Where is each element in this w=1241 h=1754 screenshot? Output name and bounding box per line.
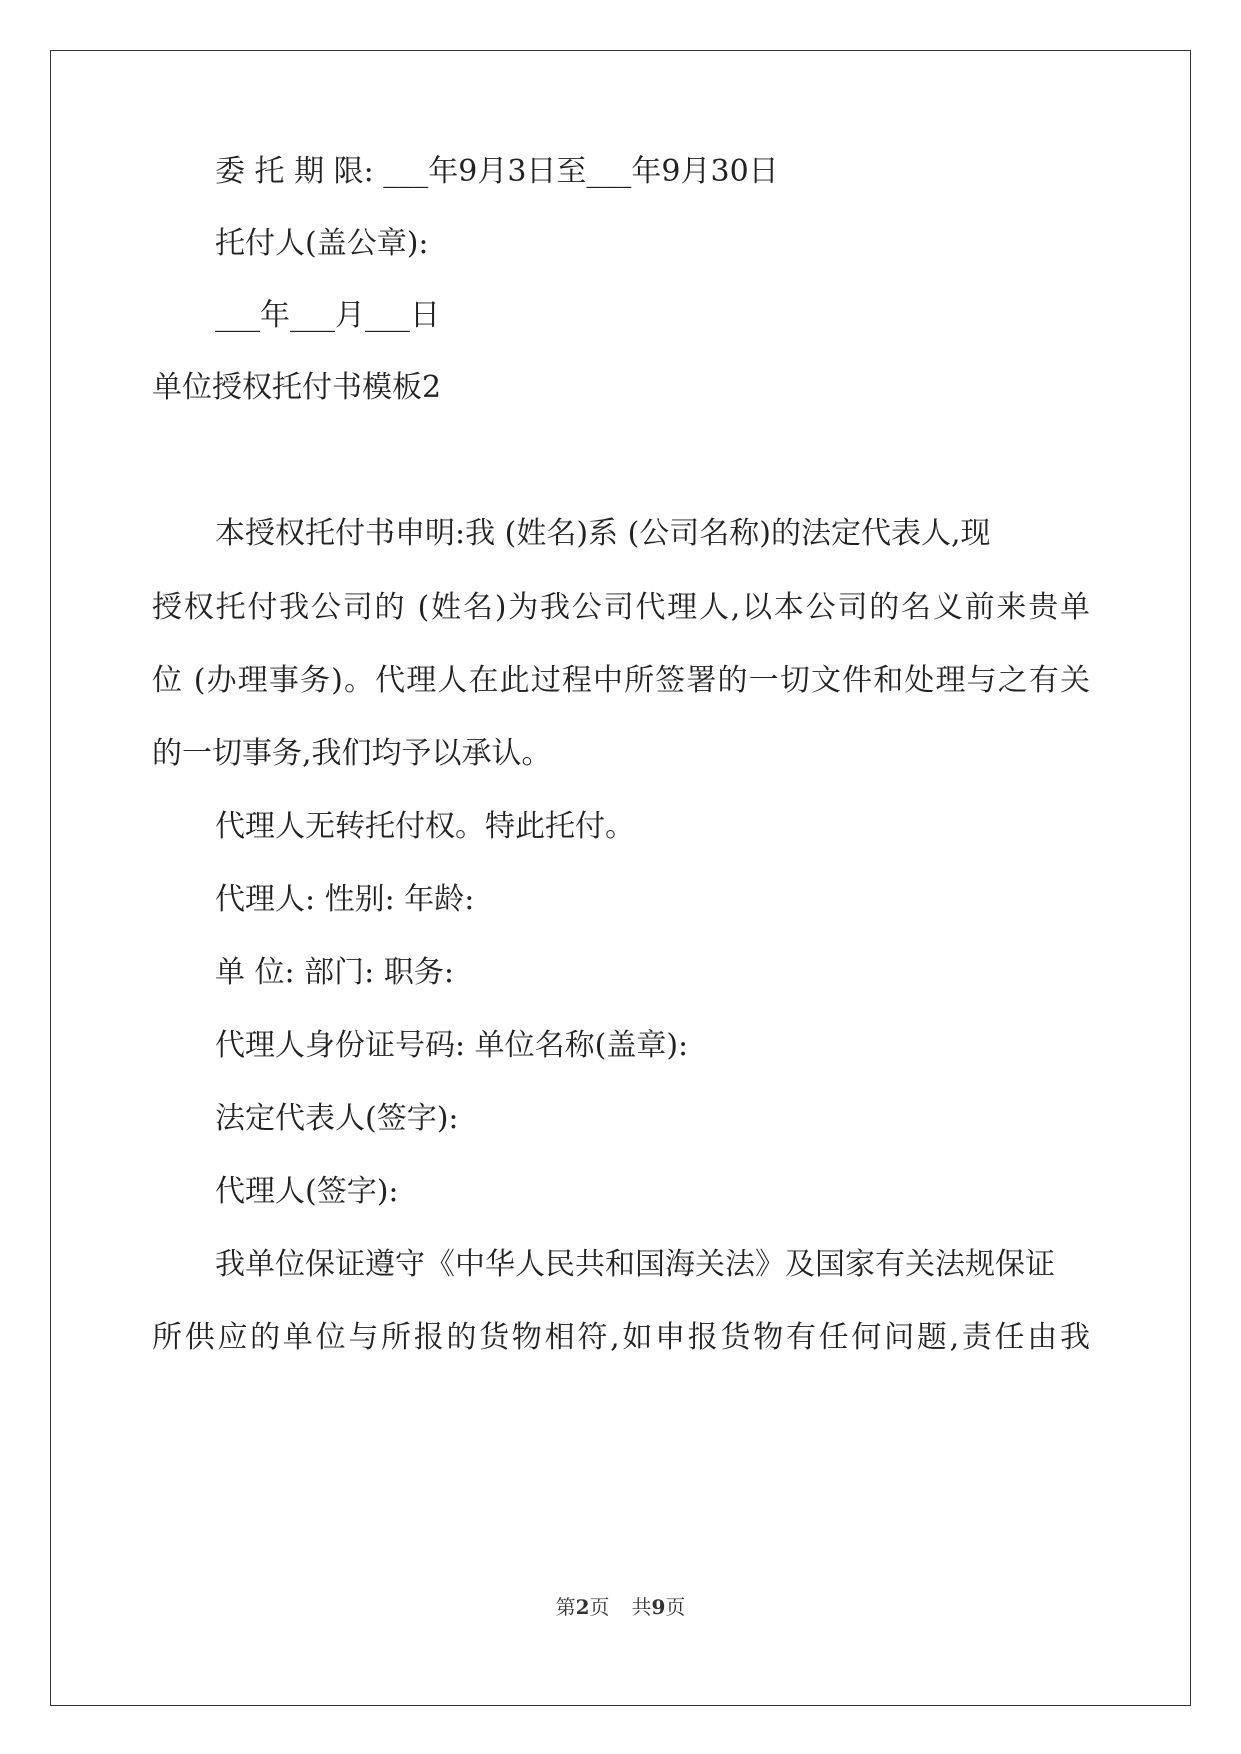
paragraph-line: 本授权托付书申明:我 (姓名)系 (公司名称)的法定代表人,现 (215, 516, 991, 551)
paragraph-line: 的一切事务,我们均予以承认。 (152, 736, 552, 771)
page-suffix: 页 (589, 1595, 610, 1619)
paragraph-line: 所供应的单位与所报的货物相符,如申报货物有任何问题,责任由我 (152, 1320, 1090, 1355)
id-number-line: 代理人身份证号码: 单位名称(盖章): (215, 1028, 689, 1063)
total-suffix: 页 (665, 1595, 686, 1619)
section-title: 单位授权托付书模板2 (152, 370, 442, 405)
principal-seal-line: 托付人(盖公章): (215, 226, 429, 261)
no-transfer-line: 代理人无转托付权。特此托付。 (215, 809, 635, 844)
paragraph-line: 位 (办理事务)。代理人在此过程中所签署的一切文件和处理与之有关 (152, 663, 1090, 698)
paragraph-line: 我单位保证遵守《中华人民共和国海关法》及国家有关法规保证 (215, 1247, 1055, 1282)
date-blank-line: ___年___月___日 (215, 298, 440, 333)
page-footer (0, 1594, 1241, 1620)
page-prefix: 第 (555, 1595, 576, 1619)
total-prefix: 共 (631, 1595, 652, 1619)
unit-info-line: 单 位: 部门: 职务: (215, 955, 454, 990)
agent-info-line: 代理人: 性别: 年龄: (215, 882, 475, 917)
current-page-number: 2 (575, 1595, 590, 1619)
legal-rep-signature-line: 法定代表人(签字): (215, 1101, 459, 1136)
entrust-period-line: 委 托 期 限: ___年9月3日至___年9月30日 (215, 154, 779, 189)
agent-signature-line: 代理人(签字): (215, 1174, 399, 1209)
total-pages-number: 9 (651, 1595, 666, 1619)
paragraph-line: 授权托付我公司的 (姓名)为我公司代理人,以本公司的名义前来贵单 (152, 590, 1090, 625)
